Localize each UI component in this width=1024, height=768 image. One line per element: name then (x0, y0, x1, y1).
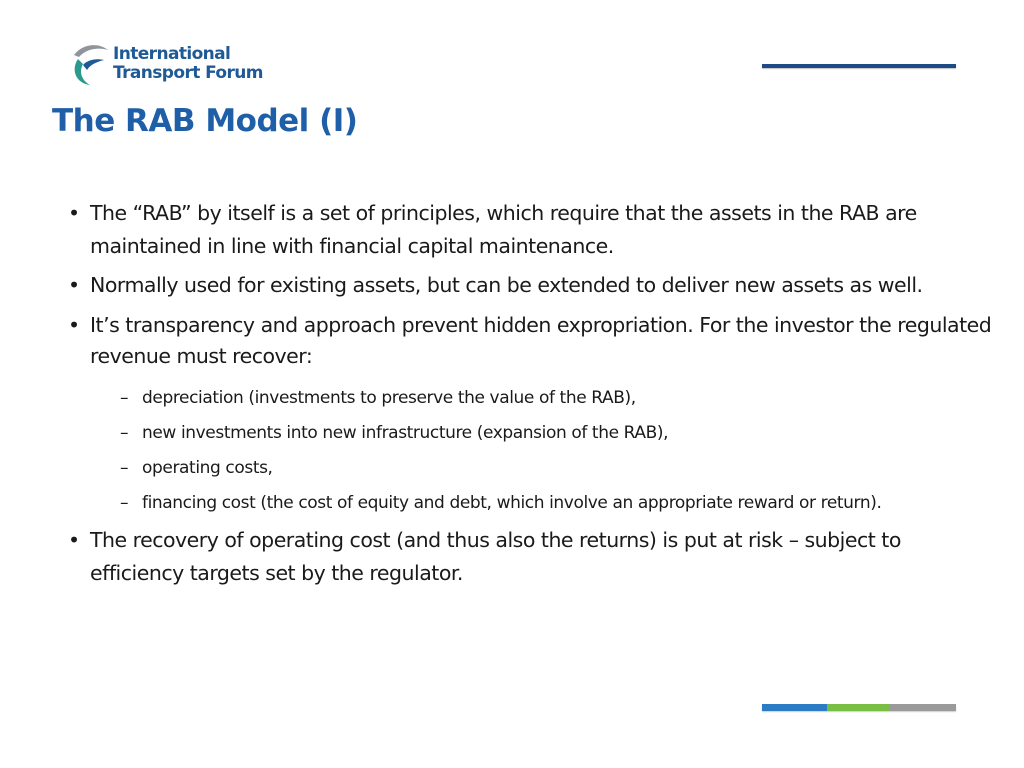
sub-bullet-item: – new investments into new infrastructure (expansion of the RAB), (68, 416, 998, 451)
logo-line-2: Transport Forum (113, 63, 263, 83)
itf-logo (68, 41, 263, 87)
bullet-item: • Normally used for existing assets, but can be extended to deliver new assets as well. (68, 270, 998, 301)
footer-bar-green (827, 704, 890, 711)
slide-content (68, 197, 998, 597)
sub-bullet-item: – financing cost (the cost of equity and debt, which involve an appropriate reward or return). (68, 486, 998, 521)
footer-bar-gray (890, 704, 956, 711)
bullet-item: • The “RAB” by itself is a set of principles, which require that the assets in the RAB are maintained in line with financial capital maintenance. (68, 197, 998, 263)
sub-bullet-item: – operating costs, (68, 451, 998, 486)
sub-bullet-item: – depreciation (investments to preserve the value of the RAB), (68, 381, 998, 416)
bullet-item: • It’s transparency and approach prevent hidden expropriation. For the investor the regulated revenue must recover: (68, 310, 998, 372)
logo-line-1: International (113, 44, 231, 64)
header-rule (762, 64, 956, 68)
sub-bullet-list (68, 381, 998, 521)
logo-wordmark (113, 45, 263, 83)
footer-color-bar (762, 704, 956, 711)
footer-bar-blue (762, 704, 827, 711)
itf-logo-icon (68, 41, 110, 87)
slide-title: The RAB Model (I) (52, 103, 358, 139)
bullet-item: • The recovery of operating cost (and thus also the returns) is put at risk – subject to efficiency targets set by the regulator. (68, 524, 998, 590)
